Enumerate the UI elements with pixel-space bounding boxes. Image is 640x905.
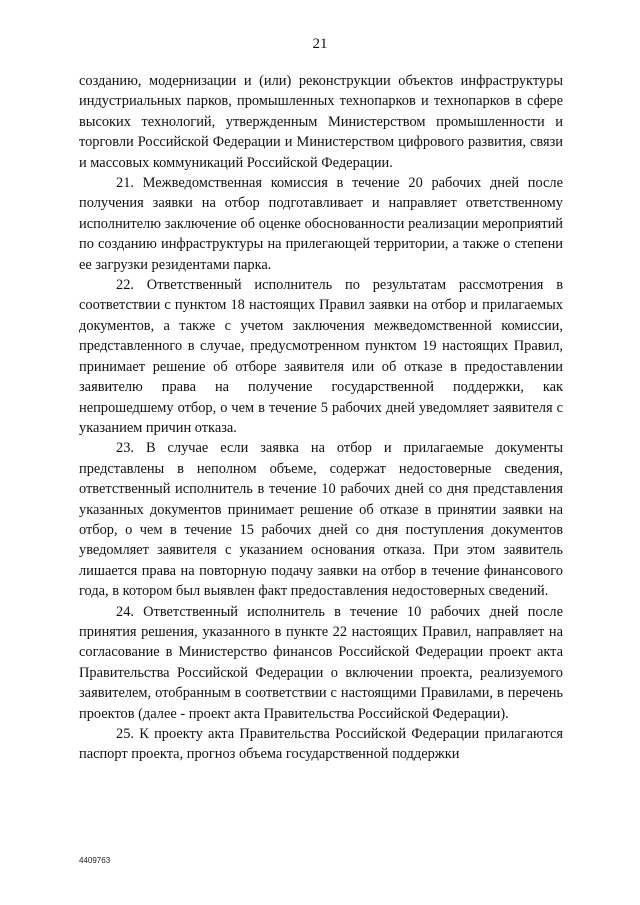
- paragraph-25: 25. К проекту акта Правительства Российской Федерации прилагаются паспорт проекта, прогноз объема государственной поддержки: [79, 726, 563, 763]
- document-id: 4409763: [79, 856, 111, 865]
- page-number: 21: [312, 36, 328, 52]
- paragraph-23: 23. В случае если заявка на отбор и прилагаемые документы представлены в неполном объеме, содержат недостоверные сведения, ответственный исполнитель в течение 10 рабочих дней со дня представления указанных документов принимает решение об отказе в принятии заявки на отбор, о чем в течение 15 рабочих дней со дня поступления документов уведомляет заявителя с указанием основания отказа. При этом заявитель лишается права на повторную подачу заявки на отбор в течение финансового года, в котором был выявлен факт предоставления недостоверных сведений.: [79, 440, 563, 600]
- paragraph-24: 24. Ответственный исполнитель в течение 10 рабочих дней после принятия решения, указанного в пункте 22 настоящих Правил, направляет на согласование в Министерство финансов Российской Федерации проект акта Правительства Российской Федерации о включении проекта, реализуемого заявителем, отобранным в соответствии с настоящими Правилами, в перечень проектов (далее - проект акта Правительства Российской Федерации).: [79, 603, 563, 722]
- paragraph-continuation: созданию, модернизации и (или) реконструкции объектов инфраструктуры индустриальных парков, промышленных технопарков и технопарков в сфере высоких технологий, утвержденным Министерством промышленности и торговли Российской Федерации и Министерством цифрового развития, связи и массовых коммуникаций Российской Федерации.: [79, 73, 563, 171]
- paragraph-22: 22. Ответственный исполнитель по результатам рассмотрения в соответствии с пунктом 18 настоящих Правил заявки на отбор и прилагаемых документов, а также с учетом заключения межведомственной комиссии, представленного в случае, предусмотренном пунктом 19 настоящих Правил, принимает решение об отборе заявителя или об отказе в предоставлении заявителю права на получение государственной поддержки, как непрошедшему отбор, о чем в течение 5 рабочих дней уведомляет заявителя с указанием причин отказа.: [79, 277, 563, 436]
- paragraph-21: 21. Межведомственная комиссия в течение 20 рабочих дней после получения заявки на отбор подготавливает и направляет ответственному исполнителю заключение об оценке обоснованности реализации мероприятий по созданию инфраструктуры на прилегающей территории, а также о степени ее загрузки резидентами парка.: [79, 175, 563, 273]
- document-body: [79, 71, 563, 765]
